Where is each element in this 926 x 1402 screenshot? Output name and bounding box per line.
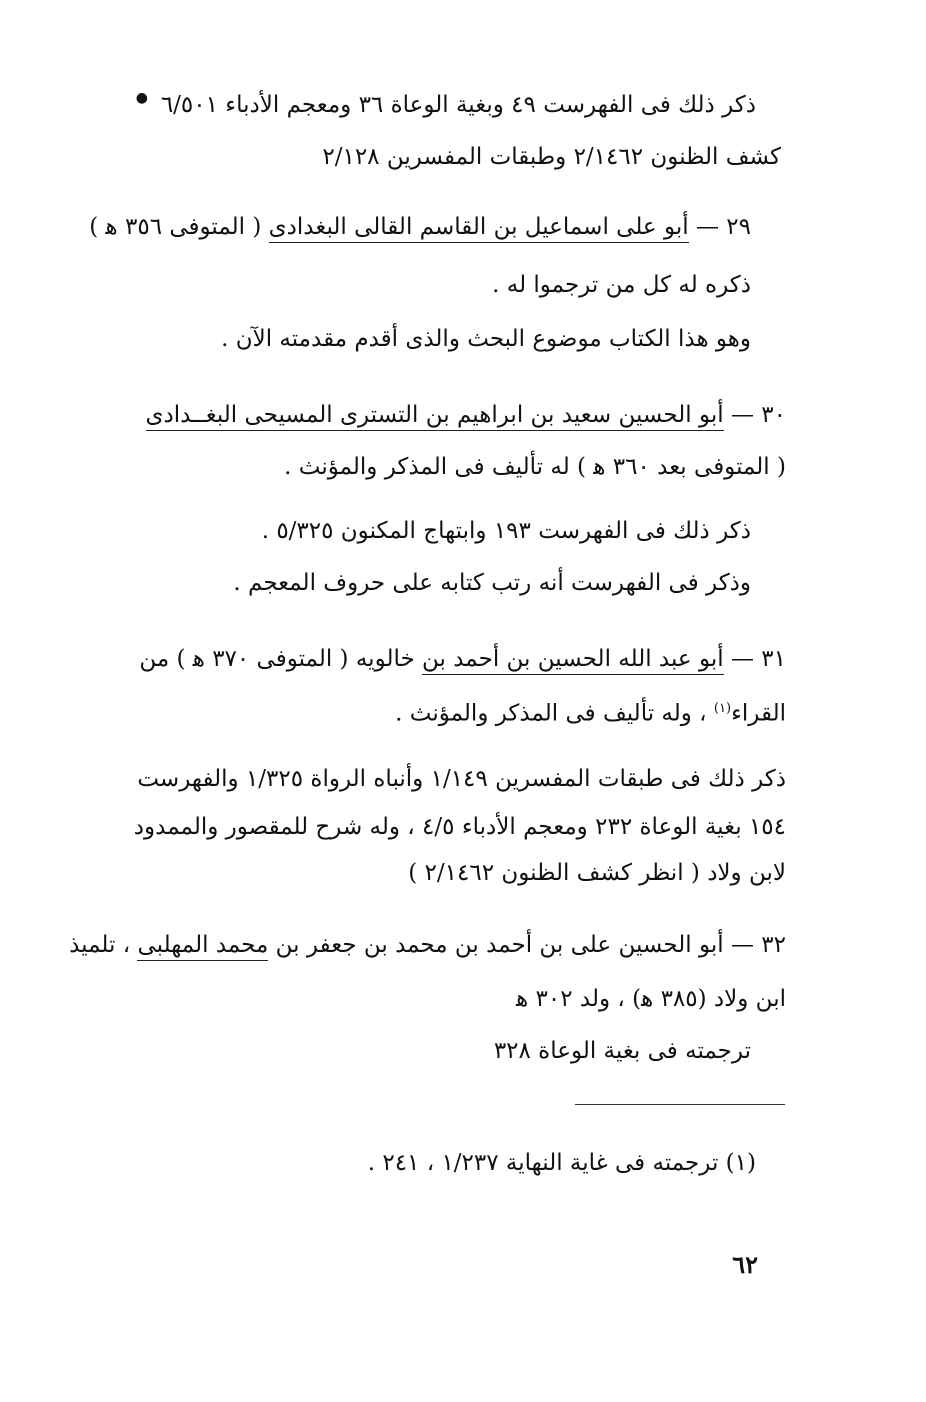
note-mark: ● <box>135 90 148 106</box>
entry-31-qurra: القراء <box>731 700 786 727</box>
entry-32-heading <box>69 928 786 962</box>
entry-30-line-2: ( المتوفى بعد ٣٦٠ ﻫ ) له تأليف فى المذكر والمؤنث . <box>284 454 786 480</box>
entry-29-number: ٢٩ — <box>695 214 751 240</box>
entry-30-heading <box>136 398 786 432</box>
footnote-separator <box>575 1104 785 1105</box>
entry-31-name-khalawayh: خالويه <box>355 646 415 672</box>
entry-32-name: أبو الحسين على بن أحمد بن محمد بن جعفر بن <box>275 932 724 958</box>
entry-30-reference-line-1: ذكر ذلك فى الفهرست ١٩٣ وابتهاج المكنون ٥/٣٢٥ . <box>261 518 751 544</box>
entry-28-reference-line-2: كشف الظنون ٢/١٤٦٢ وطبقات المفسرين ٢/١٢٨ <box>322 144 781 170</box>
footnote: (١) ترجمته فى غاية النهاية ١/٢٣٧ ، ٢٤١ . <box>367 1150 756 1176</box>
entry-31-reference-line-2: ١٥٤ بغية الوعاة ٢٣٢ ومعجم الأدباء ٤/٥ ، وله شرح للمقصور والممدود <box>133 814 786 840</box>
entry-30-reference-line-2: وذكر فى الفهرست أنه رتب كتابه على حروف المعجم . <box>233 570 751 596</box>
entry-31-reference-line-3: لابن ولاد ( انظر كشف الظنون ٢/١٤٦٢ ) <box>408 860 786 886</box>
entry-30-name: أبو الحسين سعيد بن ابراهيم بن التسترى المسيحى البغــدادى <box>146 402 724 431</box>
entry-29-line-2: ذكره له كل من ترجموا له . <box>492 272 751 298</box>
entry-32-line-2: ابن ولاد (٣٨٥ ﻫ) ، ولد ٣٠٢ ﻫ <box>516 986 786 1012</box>
entry-31-line-2-rest: ، وله تأليف فى المذكر والمؤنث . <box>395 700 707 727</box>
entry-32-name-muhallabi: محمد المهلبى <box>137 932 268 961</box>
entry-31-reference-line-1: ذكر ذلك فى طبقات المفسرين ١/١٤٩ وأنباه الرواة ١/٣٢٥ والفهرست <box>137 766 786 792</box>
entry-32-line-3: ترجمته فى بغية الوعاة ٣٢٨ <box>493 1038 751 1064</box>
entry-29-death: ( المتوفى ٣٥٦ ﻫ ) <box>89 214 262 240</box>
entry-30-number: ٣٠ — <box>730 402 786 428</box>
entry-31-name: أبو عبد الله الحسين بن أحمد بن <box>422 646 724 675</box>
entry-32-number: ٣٢ — <box>730 932 786 958</box>
entry-29-line-3: وهو هذا الكتاب موضوع البحث والذى أقدم مقدمته الآن . <box>221 326 751 352</box>
entry-28-reference-line-1: ذكر ذلك فى الفهرست ٤٩ وبغية الوعاة ٣٦ ومعجم الأدباء ٦/٥٠١ <box>160 92 756 118</box>
entry-32-tail: ، تلميذ <box>69 932 131 958</box>
entry-29-name: أبو على اسماعيل بن القاسم القالى البغدادى <box>269 214 689 243</box>
entry-31-heading <box>136 642 786 676</box>
entry-31-death: ( المتوفى ٣٧٠ ﻫ ) من <box>139 646 349 672</box>
entry-31-line-2 <box>395 692 786 731</box>
footnote-marker: (١) <box>713 701 732 716</box>
entry-31-number: ٣١ — <box>730 646 786 672</box>
entry-29-heading <box>89 210 751 244</box>
page-number: ٦٢ <box>732 1250 758 1279</box>
